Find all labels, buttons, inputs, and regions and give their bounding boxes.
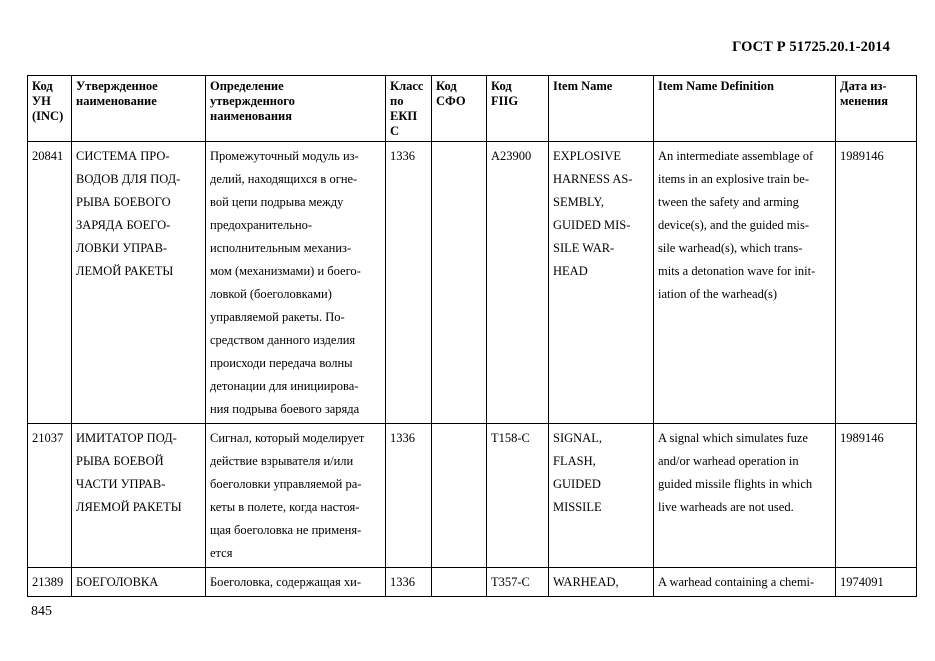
cell-class: 1336: [386, 568, 432, 597]
header-row: [28, 76, 917, 142]
col-header-item-name: Item Name: [549, 76, 654, 142]
cell-class: 1336: [386, 424, 432, 568]
col-header-sfo: Код СФО: [432, 76, 487, 142]
cell-fiig: T158-C: [487, 424, 549, 568]
table-body: [28, 142, 917, 597]
cell-date: 1989146: [836, 142, 917, 424]
col-header-inc: Код УН (INC): [28, 76, 72, 142]
cell-item-name: WARHEAD,: [549, 568, 654, 597]
cell-inc: 20841: [28, 142, 72, 424]
table-row: [28, 568, 917, 597]
cell-item-definition: An intermediate assemblage of items in an explosive train be- tween the safety and arming device(s), and the guided mis- sile warhead(s), which trans- mits a detonation wave for init- iation of the warhead(s): [654, 142, 836, 424]
cell-item-name: SIGNAL, FLASH, GUIDED MISSILE: [549, 424, 654, 568]
cell-item-definition: A signal which simulates fuze and/or warhead operation in guided missile flights in which live warheads are not used.: [654, 424, 836, 568]
cell-definition: Сигнал, который моделирует действие взрывателя и/или боеголовки управляемой ра- кеты в полете, когда настоя- щая боеголовка не применя- ется: [206, 424, 386, 568]
cell-definition: Промежуточный модуль из- делий, находящихся в огне- вой цепи подрыва между предохранительно- исполнительным механиз- мом (механизмами) и боего- ловкой (боеголовками) управляемой ракеты. По- средством данного изделия происходи передача волны детонации для инициирова- ния подрыва боевого заряда: [206, 142, 386, 424]
cell-sfo: [432, 142, 487, 424]
cell-class: 1336: [386, 142, 432, 424]
cell-inc: 21037: [28, 424, 72, 568]
table-row: [28, 424, 917, 568]
cell-approved-name: СИСТЕМА ПРО- ВОДОВ ДЛЯ ПОД- РЫВА БОЕВОГО ЗАРЯДА БОЕГО- ЛОВКИ УПРАВ- ЛЕМОЙ РАКЕТЫ: [72, 142, 206, 424]
standard-code: ГОСТ Р 51725.20.1-2014: [732, 39, 890, 55]
col-header-class: Класс по ЕКП С: [386, 76, 432, 142]
cell-approved-name: БОЕГОЛОВКА: [72, 568, 206, 597]
col-header-approved-name: Утвержденное наименование: [72, 76, 206, 142]
classifier-table: [27, 75, 917, 597]
cell-date: 1974091: [836, 568, 917, 597]
cell-sfo: [432, 424, 487, 568]
cell-fiig: T357-C: [487, 568, 549, 597]
col-header-date: Дата из- менения: [836, 76, 917, 142]
cell-sfo: [432, 568, 487, 597]
col-header-definition: Определение утвержденного наименования: [206, 76, 386, 142]
cell-item-name: EXPLOSIVE HARNESS AS- SEMBLY, GUIDED MIS- SILE WAR- HEAD: [549, 142, 654, 424]
cell-definition: Боеголовка, содержащая хи-: [206, 568, 386, 597]
cell-item-definition: A warhead containing a chemi-: [654, 568, 836, 597]
cell-date: 1989146: [836, 424, 917, 568]
page-number: 845: [31, 604, 52, 619]
col-header-fiig: Код FIIG: [487, 76, 549, 142]
table-header: [28, 76, 917, 142]
cell-inc: 21389: [28, 568, 72, 597]
col-header-item-definition: Item Name Definition: [654, 76, 836, 142]
cell-fiig: A23900: [487, 142, 549, 424]
table-row: [28, 142, 917, 424]
cell-approved-name: ИМИТАТОР ПОД- РЫВА БОЕВОЙ ЧАСТИ УПРАВ- ЛЯЕМОЙ РАКЕТЫ: [72, 424, 206, 568]
